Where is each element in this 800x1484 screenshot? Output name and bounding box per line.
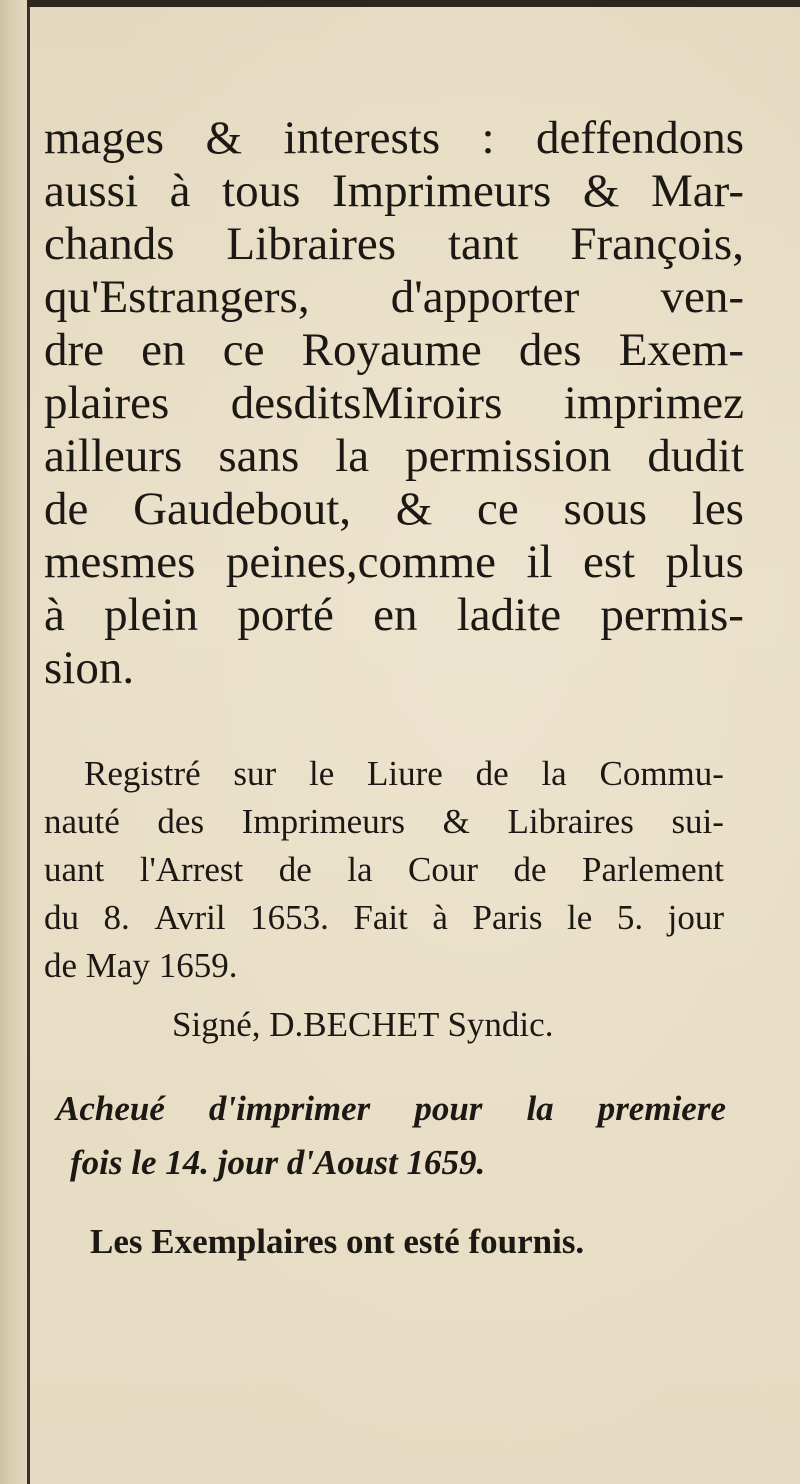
word: dudit (647, 430, 744, 482)
word: ven- (660, 271, 744, 323)
word: Liure (367, 754, 443, 793)
word: pour (414, 1089, 483, 1128)
word: Acheué (56, 1089, 165, 1128)
text-line (44, 377, 744, 430)
text-line: de May 1659. (44, 946, 238, 985)
word: 8. (103, 898, 130, 937)
word: de (513, 850, 547, 889)
word: premiere (597, 1089, 726, 1128)
word: & (442, 802, 470, 841)
text-line (44, 324, 744, 377)
word: la (526, 1089, 554, 1128)
word: de (278, 850, 312, 889)
text-line (44, 894, 724, 942)
word: interests (283, 112, 441, 164)
word: à (44, 589, 65, 641)
word: & (395, 483, 433, 535)
word: Royaume (301, 324, 482, 376)
word: Commu- (599, 754, 724, 793)
text-line (44, 846, 724, 894)
text-line (44, 430, 744, 483)
exemplaires-note: Les Exemplaires ont esté fournis. (90, 1222, 585, 1261)
word: François, (570, 218, 744, 270)
word: mages (44, 112, 165, 164)
text-line (44, 218, 744, 271)
word: des (157, 802, 205, 841)
text-line (44, 750, 724, 798)
word: de (475, 754, 509, 793)
word: Cour (408, 850, 479, 889)
word: Imprimeurs (331, 165, 552, 217)
word: sui- (671, 802, 724, 841)
word: mesmes (44, 536, 196, 588)
text-line (44, 483, 744, 536)
word: Parlement (582, 850, 724, 889)
word: desditsMiroirs (230, 377, 503, 429)
registre-paragraph (44, 750, 724, 990)
word: tous (222, 165, 301, 217)
word: du (44, 898, 79, 937)
word: à (169, 165, 191, 217)
word: Imprimeurs (241, 802, 405, 841)
word: Paris (472, 898, 543, 937)
word: & (205, 112, 243, 164)
word: nauté (44, 802, 120, 841)
acheve-imprimer-colophon (56, 1082, 726, 1190)
word: est (582, 536, 636, 588)
word: d'imprimer (208, 1089, 371, 1128)
word: la (335, 430, 370, 482)
word: le (308, 754, 335, 793)
word: porté (237, 589, 334, 641)
word: de (44, 483, 89, 535)
word: ce (222, 324, 265, 376)
word: & (582, 165, 620, 217)
word: dre (44, 324, 105, 376)
word: Libraires (226, 218, 397, 270)
word: plus (665, 536, 744, 588)
text-line: sion. (44, 642, 135, 694)
word: les (691, 483, 744, 535)
word: il (526, 536, 553, 588)
word: à (432, 898, 448, 937)
word: le (567, 898, 593, 937)
word: aussi (44, 165, 138, 217)
word: : (481, 112, 495, 164)
word: en (373, 589, 418, 641)
text-line (44, 536, 744, 589)
word: d'apporter (390, 271, 580, 323)
syndic-signature-line: Signé, D.BECHET Syndic. (172, 1005, 554, 1044)
word: plaires (44, 377, 170, 429)
word: Libraires (507, 802, 634, 841)
text-line (56, 1082, 726, 1136)
word: sur (233, 754, 277, 793)
word: uant (44, 850, 105, 889)
word: la (541, 754, 567, 793)
word: tant (447, 218, 519, 270)
word: Mar- (650, 165, 744, 217)
word: permis- (600, 589, 744, 641)
word: qu'Estrangers, (44, 271, 310, 323)
word: permission (405, 430, 612, 482)
page-top-edge (27, 0, 800, 7)
word: Avril (154, 898, 226, 937)
text-line (44, 798, 724, 846)
text-line: fois le 14. jour d'Aoust 1659. (70, 1143, 486, 1182)
text-line (44, 165, 744, 218)
word: jour (667, 898, 724, 937)
word: sous (563, 483, 648, 535)
word: ladite (456, 589, 562, 641)
word: des (518, 324, 582, 376)
word: Fait (353, 898, 408, 937)
word: peines,comme (225, 536, 497, 588)
word: sans (218, 430, 300, 482)
word: Gaudebout, (133, 483, 352, 535)
word: imprimez (563, 377, 744, 429)
word: ailleurs (44, 430, 183, 482)
word: deffendons (536, 112, 744, 164)
word: 5. (616, 898, 644, 937)
privilege-paragraph (44, 112, 744, 695)
page-gutter (0, 0, 30, 1484)
word: l'Arrest (139, 850, 244, 889)
word: en (141, 324, 186, 376)
text-line (44, 112, 744, 165)
word: Registré (84, 754, 201, 793)
text-line (44, 589, 744, 642)
word: plein (104, 589, 199, 641)
word: Exem- (618, 324, 744, 376)
binding-edge (27, 0, 30, 1484)
word: la (347, 850, 373, 889)
word: chands (44, 218, 175, 270)
word: ce (477, 483, 519, 535)
word: 1653. (250, 898, 329, 937)
text-line (44, 271, 744, 324)
